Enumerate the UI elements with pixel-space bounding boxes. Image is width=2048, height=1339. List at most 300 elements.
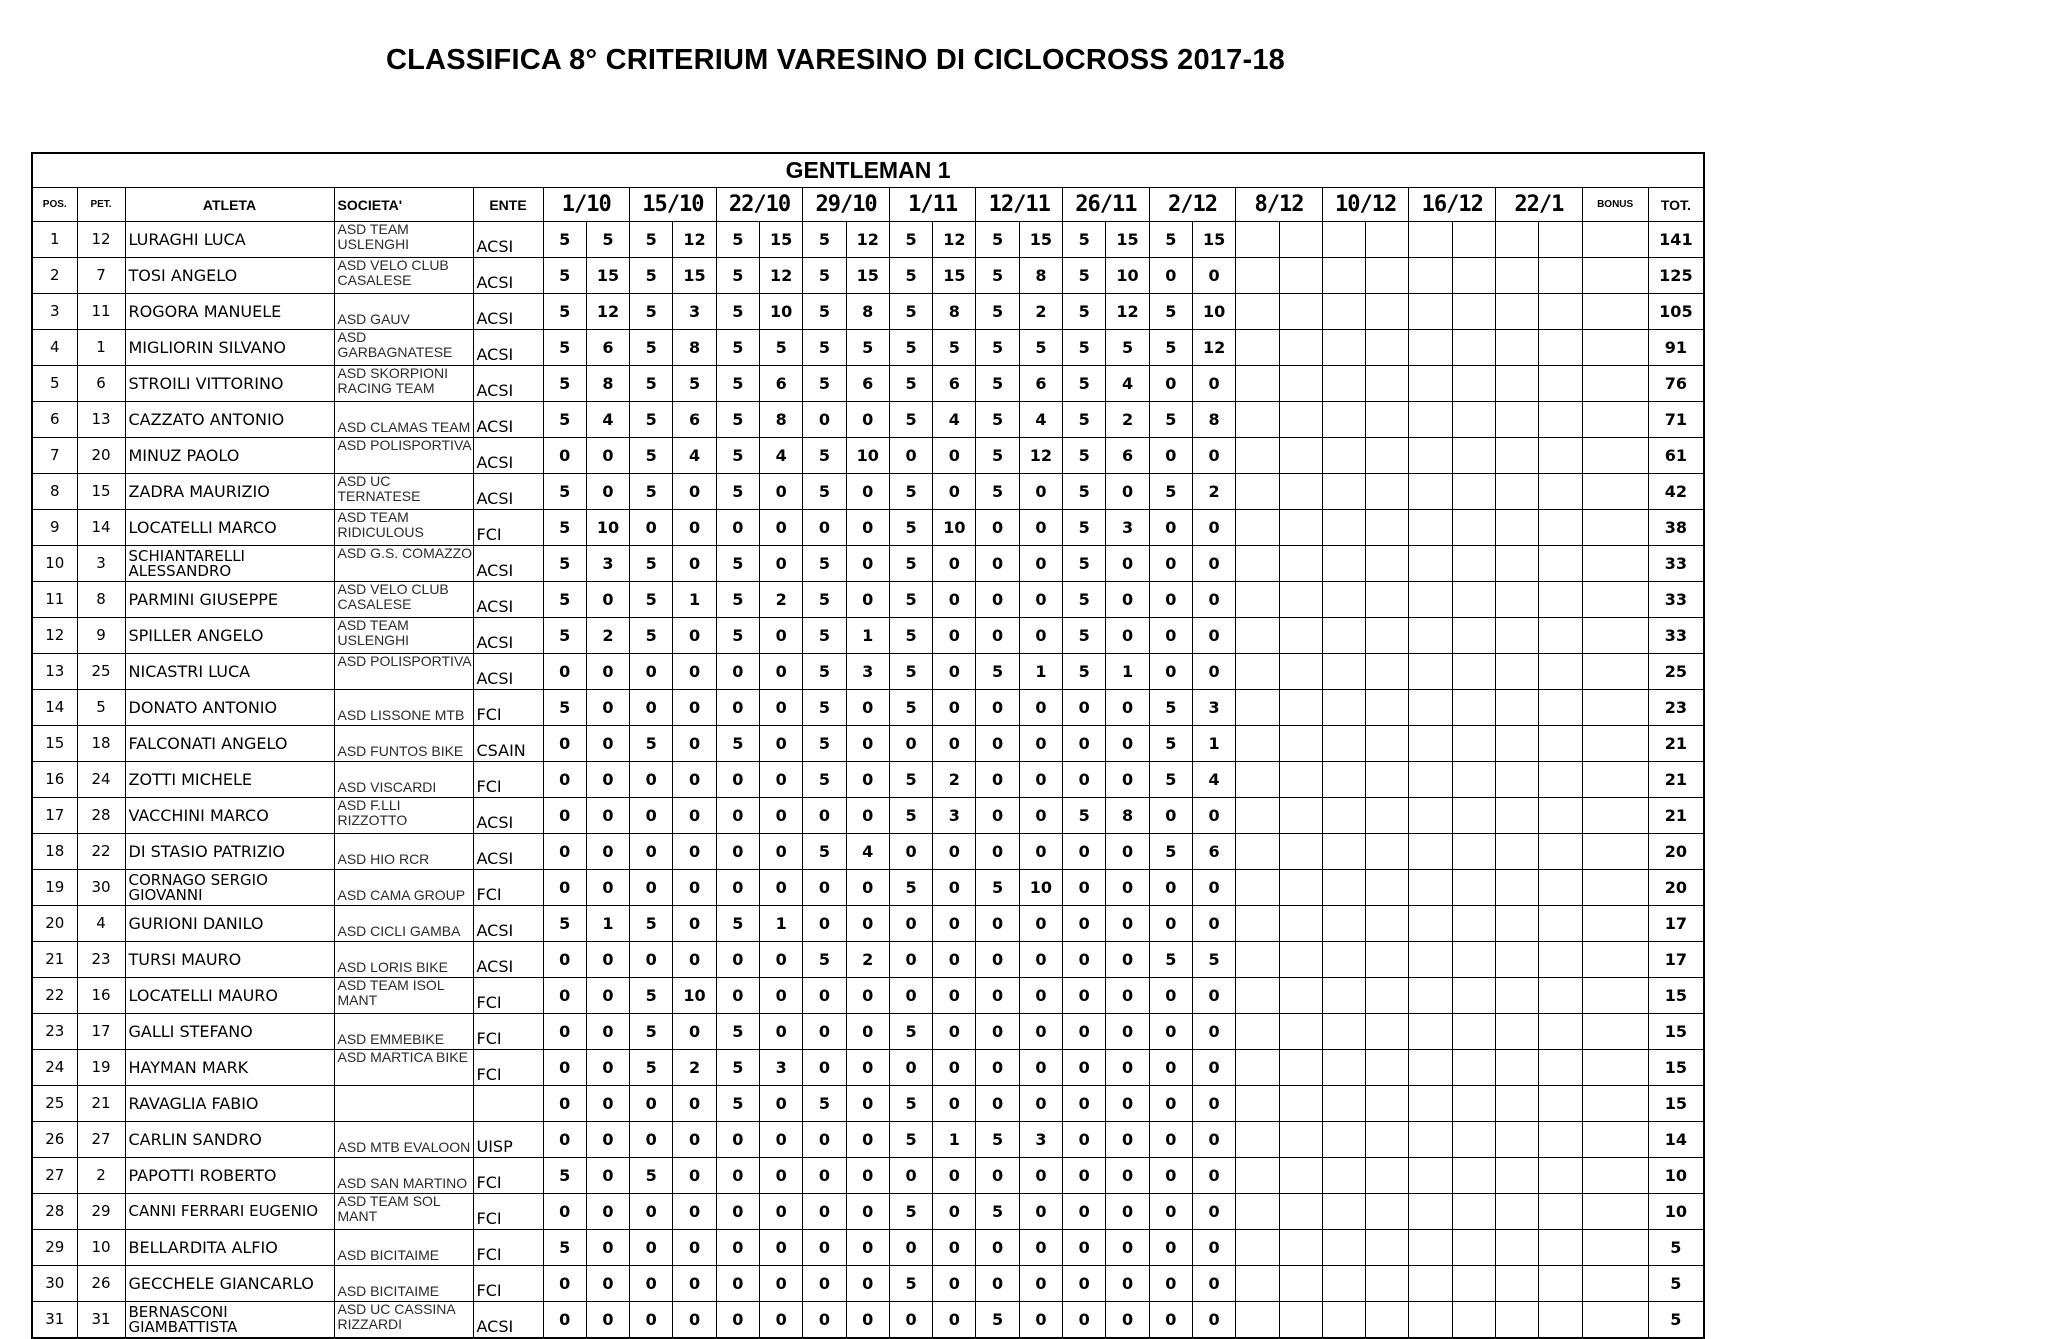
cell-points-empty	[1409, 690, 1452, 726]
col-header-race: 10/12	[1322, 188, 1409, 222]
cell-points: 0	[933, 726, 976, 762]
cell-points: 0	[976, 726, 1019, 762]
table-row	[32, 1266, 1704, 1302]
cell-points: 5	[630, 1014, 673, 1050]
col-header-bonus: BONUS	[1582, 188, 1648, 222]
cell-points: 4	[846, 834, 889, 870]
cell-points: 0	[976, 1014, 1019, 1050]
cell-points-empty	[1452, 438, 1495, 474]
cell-points: 5	[889, 258, 932, 294]
cell-pos: 9	[32, 510, 77, 546]
cell-points: 0	[1192, 1302, 1235, 1339]
cell-points-empty	[1452, 1158, 1495, 1194]
cell-points-empty	[1539, 654, 1582, 690]
cell-points-empty	[1539, 1302, 1582, 1339]
cell-points: 0	[716, 798, 759, 834]
cell-points: 0	[716, 1266, 759, 1302]
cell-points: 0	[586, 1122, 629, 1158]
cell-points-empty	[1322, 258, 1365, 294]
col-header-atleta: ATLETA	[125, 188, 334, 222]
cell-points-empty	[1322, 726, 1365, 762]
cell-points: 0	[1192, 618, 1235, 654]
cell-points: 0	[1019, 1158, 1062, 1194]
cell-points: 0	[889, 1230, 932, 1266]
cell-points: 0	[673, 546, 716, 582]
col-header-race: 15/10	[630, 188, 717, 222]
cell-points: 4	[586, 402, 629, 438]
cell-points-empty	[1279, 258, 1322, 294]
cell-points: 5	[630, 330, 673, 366]
cell-ente: ACSI	[473, 222, 543, 258]
cell-bonus	[1582, 474, 1648, 510]
cell-points: 0	[1019, 798, 1062, 834]
cell-points-empty	[1496, 654, 1539, 690]
cell-pet: 16	[77, 978, 125, 1014]
cell-points: 0	[846, 1302, 889, 1339]
cell-points-empty	[1366, 1266, 1409, 1302]
cell-points-empty	[1539, 438, 1582, 474]
cell-points-empty	[1322, 1230, 1365, 1266]
table-row	[32, 1086, 1704, 1122]
cell-athlete: GURIONI DANILO	[125, 906, 334, 942]
cell-points-empty	[1279, 1086, 1322, 1122]
cell-pos: 24	[32, 1050, 77, 1086]
standings-body	[32, 222, 1704, 1339]
cell-points: 0	[1063, 1050, 1106, 1086]
cell-points: 6	[759, 366, 802, 402]
cell-points: 0	[759, 618, 802, 654]
cell-points: 0	[543, 1050, 586, 1086]
cell-bonus	[1582, 1086, 1648, 1122]
col-header-race: 1/11	[889, 188, 976, 222]
cell-pet: 19	[77, 1050, 125, 1086]
cell-points-empty	[1452, 582, 1495, 618]
cell-pos: 20	[32, 906, 77, 942]
cell-points: 0	[759, 1302, 802, 1339]
cell-points: 0	[630, 870, 673, 906]
cell-points: 0	[803, 1302, 846, 1339]
table-row	[32, 1194, 1704, 1230]
cell-total: 25	[1648, 654, 1704, 690]
cell-points: 0	[1063, 1230, 1106, 1266]
cell-pos: 23	[32, 1014, 77, 1050]
cell-bonus	[1582, 762, 1648, 798]
cell-athlete: TOSI ANGELO	[125, 258, 334, 294]
cell-points: 0	[586, 582, 629, 618]
cell-points: 10	[1019, 870, 1062, 906]
cell-points: 0	[1106, 1158, 1149, 1194]
cell-points: 0	[933, 942, 976, 978]
cell-points-empty	[1452, 798, 1495, 834]
cell-athlete: CARLIN SANDRO	[125, 1122, 334, 1158]
cell-team: ASD TEAM SOL MANT	[334, 1194, 473, 1230]
cell-points: 0	[803, 1122, 846, 1158]
cell-points: 10	[1106, 258, 1149, 294]
cell-points: 5	[716, 402, 759, 438]
cell-points: 0	[803, 978, 846, 1014]
table-row	[32, 1050, 1704, 1086]
cell-points: 0	[1019, 1014, 1062, 1050]
cell-points: 0	[586, 726, 629, 762]
cell-points: 5	[803, 726, 846, 762]
cell-points-empty	[1366, 942, 1409, 978]
cell-points: 5	[803, 654, 846, 690]
cell-points: 0	[1063, 906, 1106, 942]
cell-points: 0	[1019, 1050, 1062, 1086]
cell-points: 0	[889, 834, 932, 870]
col-header-race: 22/1	[1496, 188, 1583, 222]
cell-points-empty	[1452, 654, 1495, 690]
cell-points: 0	[1019, 1266, 1062, 1302]
cell-points: 5	[803, 942, 846, 978]
cell-points-empty	[1452, 1230, 1495, 1266]
cell-points-empty	[1409, 474, 1452, 510]
cell-points: 0	[976, 906, 1019, 942]
cell-points: 5	[1149, 726, 1192, 762]
cell-athlete: ZADRA MAURIZIO	[125, 474, 334, 510]
cell-pos: 21	[32, 942, 77, 978]
cell-points: 0	[1192, 1194, 1235, 1230]
cell-points: 0	[1106, 978, 1149, 1014]
cell-points: 5	[630, 402, 673, 438]
cell-athlete: TURSI MAURO	[125, 942, 334, 978]
cell-points-empty	[1322, 834, 1365, 870]
cell-points: 0	[1063, 1086, 1106, 1122]
cell-ente: FCI	[473, 1014, 543, 1050]
cell-points: 5	[630, 474, 673, 510]
cell-points: 2	[586, 618, 629, 654]
cell-points: 12	[673, 222, 716, 258]
cell-points: 0	[673, 1086, 716, 1122]
cell-athlete: STROILI VITTORINO	[125, 366, 334, 402]
cell-points: 5	[803, 618, 846, 654]
cell-points: 0	[889, 726, 932, 762]
cell-points-empty	[1496, 294, 1539, 330]
cell-points-empty	[1279, 1194, 1322, 1230]
cell-points: 5	[716, 438, 759, 474]
cell-points: 5	[976, 1194, 1019, 1230]
cell-points-empty	[1236, 906, 1279, 942]
cell-points: 5	[976, 654, 1019, 690]
cell-points: 0	[1192, 366, 1235, 402]
cell-points: 0	[543, 834, 586, 870]
cell-points: 5	[543, 294, 586, 330]
cell-points: 5	[716, 366, 759, 402]
cell-athlete: VACCHINI MARCO	[125, 798, 334, 834]
cell-points: 15	[673, 258, 716, 294]
cell-points: 0	[630, 1194, 673, 1230]
cell-points: 0	[716, 1158, 759, 1194]
cell-points: 5	[543, 906, 586, 942]
cell-points-empty	[1279, 906, 1322, 942]
cell-points: 0	[1106, 474, 1149, 510]
cell-points: 5	[630, 978, 673, 1014]
cell-points: 5	[889, 510, 932, 546]
cell-points: 1	[846, 618, 889, 654]
cell-points: 0	[1019, 942, 1062, 978]
cell-points: 0	[759, 1014, 802, 1050]
cell-points-empty	[1452, 978, 1495, 1014]
cell-team: ASD GARBAGNATESE	[334, 330, 473, 366]
cell-points: 5	[803, 294, 846, 330]
cell-points-empty	[1452, 510, 1495, 546]
col-header-race: 8/12	[1236, 188, 1323, 222]
cell-points: 8	[1019, 258, 1062, 294]
cell-points-empty	[1409, 1194, 1452, 1230]
cell-total: 23	[1648, 690, 1704, 726]
cell-points-empty	[1409, 978, 1452, 1014]
cell-points: 0	[889, 1302, 932, 1339]
cell-athlete: RAVAGLIA FABIO	[125, 1086, 334, 1122]
cell-total: 14	[1648, 1122, 1704, 1158]
cell-points: 0	[1192, 1086, 1235, 1122]
cell-total: 61	[1648, 438, 1704, 474]
cell-points: 0	[673, 690, 716, 726]
cell-points-empty	[1366, 654, 1409, 690]
cell-points: 0	[976, 618, 1019, 654]
cell-ente: FCI	[473, 1050, 543, 1086]
cell-points: 5	[1106, 330, 1149, 366]
cell-total: 33	[1648, 546, 1704, 582]
cell-total: 5	[1648, 1230, 1704, 1266]
cell-points: 0	[759, 1158, 802, 1194]
table-row	[32, 726, 1704, 762]
cell-points: 0	[673, 906, 716, 942]
cell-points-empty	[1322, 474, 1365, 510]
cell-points: 2	[673, 1050, 716, 1086]
cell-points-empty	[1496, 1302, 1539, 1339]
cell-points: 2	[1019, 294, 1062, 330]
cell-points-empty	[1322, 762, 1365, 798]
cell-points-empty	[1496, 618, 1539, 654]
cell-total: 5	[1648, 1266, 1704, 1302]
cell-bonus	[1582, 1194, 1648, 1230]
cell-points: 4	[673, 438, 716, 474]
cell-points: 0	[976, 834, 1019, 870]
cell-bonus	[1582, 258, 1648, 294]
cell-total: 17	[1648, 942, 1704, 978]
cell-total: 21	[1648, 762, 1704, 798]
cell-pet: 17	[77, 1014, 125, 1050]
cell-points-empty	[1539, 762, 1582, 798]
cell-points-empty	[1322, 1050, 1365, 1086]
cell-points-empty	[1236, 1050, 1279, 1086]
cell-points-empty	[1496, 690, 1539, 726]
cell-points: 8	[1192, 402, 1235, 438]
cell-total: 33	[1648, 618, 1704, 654]
cell-team: ASD FUNTOS BIKE	[334, 726, 473, 762]
cell-points-empty	[1496, 1086, 1539, 1122]
cell-ente: ACSI	[473, 330, 543, 366]
cell-points: 0	[803, 402, 846, 438]
cell-points: 5	[803, 762, 846, 798]
cell-pet: 6	[77, 366, 125, 402]
cell-points: 0	[846, 546, 889, 582]
cell-points-empty	[1366, 330, 1409, 366]
cell-athlete: BERNASCONI GIAMBATTISTA	[125, 1302, 334, 1339]
cell-points: 5	[976, 438, 1019, 474]
cell-athlete: SPILLER ANGELO	[125, 618, 334, 654]
cell-points-empty	[1366, 510, 1409, 546]
cell-points: 0	[1149, 438, 1192, 474]
cell-points: 0	[846, 1194, 889, 1230]
cell-points: 0	[846, 726, 889, 762]
cell-pos: 6	[32, 402, 77, 438]
category-row	[32, 153, 1704, 188]
cell-points: 0	[673, 474, 716, 510]
cell-points: 10	[759, 294, 802, 330]
cell-points: 0	[1192, 870, 1235, 906]
cell-points: 0	[716, 690, 759, 726]
table-row	[32, 762, 1704, 798]
cell-points-empty	[1279, 438, 1322, 474]
cell-points: 2	[933, 762, 976, 798]
cell-points: 5	[976, 366, 1019, 402]
cell-points: 12	[1192, 330, 1235, 366]
cell-points: 0	[1106, 834, 1149, 870]
cell-points: 5	[803, 222, 846, 258]
cell-points: 0	[1192, 906, 1235, 942]
cell-points: 0	[759, 726, 802, 762]
cell-pet: 27	[77, 1122, 125, 1158]
cell-points: 0	[630, 798, 673, 834]
cell-points-empty	[1409, 258, 1452, 294]
cell-athlete: BELLARDITA ALFIO	[125, 1230, 334, 1266]
cell-points: 4	[933, 402, 976, 438]
cell-points: 5	[543, 510, 586, 546]
cell-points: 0	[976, 690, 1019, 726]
cell-points: 0	[933, 906, 976, 942]
cell-points: 0	[976, 942, 1019, 978]
table-row	[32, 1302, 1704, 1339]
cell-points: 6	[1192, 834, 1235, 870]
cell-points: 0	[846, 582, 889, 618]
table-row	[32, 258, 1704, 294]
cell-points: 5	[716, 1086, 759, 1122]
cell-points-empty	[1366, 222, 1409, 258]
cell-points-empty	[1236, 1014, 1279, 1050]
cell-points: 0	[846, 1122, 889, 1158]
cell-pos: 28	[32, 1194, 77, 1230]
cell-points: 8	[846, 294, 889, 330]
cell-pet: 26	[77, 1266, 125, 1302]
cell-points: 5	[716, 294, 759, 330]
cell-points-empty	[1409, 762, 1452, 798]
table-row	[32, 1014, 1704, 1050]
cell-points-empty	[1452, 906, 1495, 942]
cell-points: 0	[933, 1014, 976, 1050]
cell-points: 0	[1106, 870, 1149, 906]
cell-points-empty	[1539, 1266, 1582, 1302]
cell-points-empty	[1409, 1122, 1452, 1158]
cell-points: 0	[846, 1086, 889, 1122]
cell-athlete: ZOTTI MICHELE	[125, 762, 334, 798]
cell-points: 3	[846, 654, 889, 690]
cell-team: ASD POLISPORTIVA	[334, 654, 473, 690]
cell-points-empty	[1236, 582, 1279, 618]
cell-team: ASD TEAM USLENGHI	[334, 618, 473, 654]
cell-points-empty	[1539, 942, 1582, 978]
cell-points-empty	[1322, 438, 1365, 474]
cell-points-empty	[1496, 366, 1539, 402]
cell-points: 5	[1149, 834, 1192, 870]
cell-points-empty	[1409, 726, 1452, 762]
cell-points-empty	[1279, 1050, 1322, 1086]
cell-points: 0	[759, 762, 802, 798]
cell-points: 0	[1192, 546, 1235, 582]
cell-points-empty	[1366, 366, 1409, 402]
table-row	[32, 798, 1704, 834]
col-header-race: 2/12	[1149, 188, 1236, 222]
cell-points: 0	[586, 654, 629, 690]
cell-points: 0	[1192, 1014, 1235, 1050]
cell-points: 12	[933, 222, 976, 258]
cell-points-empty	[1279, 1122, 1322, 1158]
cell-points-empty	[1279, 834, 1322, 870]
col-header-ente: ENTE	[473, 188, 543, 222]
cell-points-empty	[1322, 798, 1365, 834]
cell-points: 0	[673, 870, 716, 906]
cell-points-empty	[1279, 546, 1322, 582]
cell-team: ASD POLISPORTIVA	[334, 438, 473, 474]
cell-team: ASD G.S. COMAZZO	[334, 546, 473, 582]
cell-points-empty	[1452, 1266, 1495, 1302]
cell-points: 5	[976, 402, 1019, 438]
cell-points-empty	[1236, 690, 1279, 726]
cell-points-empty	[1452, 1050, 1495, 1086]
cell-points: 5	[889, 1194, 932, 1230]
cell-points-empty	[1452, 762, 1495, 798]
cell-points: 0	[630, 510, 673, 546]
cell-pet: 21	[77, 1086, 125, 1122]
cell-points-empty	[1322, 870, 1365, 906]
cell-points: 0	[1063, 690, 1106, 726]
cell-points: 0	[1063, 762, 1106, 798]
cell-points: 0	[1019, 582, 1062, 618]
cell-points-empty	[1539, 1086, 1582, 1122]
cell-points: 0	[1149, 1158, 1192, 1194]
cell-pos: 12	[32, 618, 77, 654]
table-row	[32, 1230, 1704, 1266]
cell-points-empty	[1279, 942, 1322, 978]
cell-pet: 13	[77, 402, 125, 438]
cell-points: 5	[803, 546, 846, 582]
cell-points: 0	[1019, 726, 1062, 762]
cell-points: 5	[933, 330, 976, 366]
cell-points: 10	[933, 510, 976, 546]
cell-points: 0	[543, 654, 586, 690]
cell-points: 5	[630, 906, 673, 942]
cell-points: 0	[846, 474, 889, 510]
cell-points-empty	[1366, 726, 1409, 762]
cell-points-empty	[1366, 978, 1409, 1014]
cell-points: 0	[543, 942, 586, 978]
cell-points-empty	[1452, 402, 1495, 438]
cell-points: 0	[846, 798, 889, 834]
cell-points: 0	[1149, 978, 1192, 1014]
cell-points: 5	[1149, 474, 1192, 510]
cell-points: 0	[1063, 1122, 1106, 1158]
cell-points-empty	[1236, 1158, 1279, 1194]
cell-points: 5	[716, 330, 759, 366]
cell-points-empty	[1409, 222, 1452, 258]
cell-total: 15	[1648, 1050, 1704, 1086]
cell-points: 5	[1063, 222, 1106, 258]
cell-points: 0	[1149, 1014, 1192, 1050]
cell-ente: FCI	[473, 1230, 543, 1266]
cell-points-empty	[1322, 222, 1365, 258]
cell-points: 5	[673, 366, 716, 402]
